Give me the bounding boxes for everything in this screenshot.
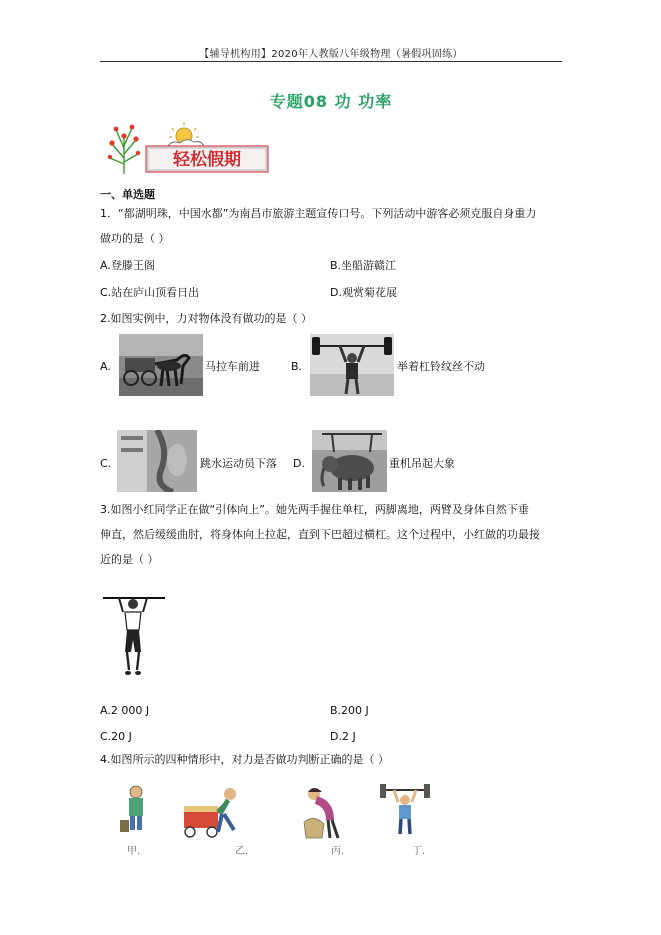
q4-illustrations <box>118 782 448 856</box>
q4-label-yi: 乙. <box>235 846 249 857</box>
q2-option-b-letter[interactable]: B. <box>291 360 303 373</box>
woman-lifting-bag-icon <box>304 788 338 838</box>
page-header: 【辅导机构用】2020年人教版八年级物理（暑假巩固练） <box>199 49 463 60</box>
header-divider <box>100 61 562 62</box>
q4-stem: 4.如图所示的四种情形中，对力是否做功判断正确的是（ ） <box>100 753 389 766</box>
q2-option-d-letter[interactable]: D. <box>293 457 305 470</box>
q1-option-a[interactable]: A.登滕王阁 <box>100 259 155 272</box>
holiday-banner <box>102 118 272 176</box>
q1-option-b[interactable]: B.坐船游赣江 <box>330 259 397 272</box>
q3-option-b[interactable]: B.200 J <box>330 704 369 717</box>
q1-option-d[interactable]: D.观赏菊花展 <box>330 286 397 299</box>
q3-stem-line2: 伸直，然后缓缓曲肘，将身体向上拉起，直到下巴超过横杠。这个过程中，小红做的功最接 <box>100 528 540 541</box>
page-title: 专题08 功 功率 <box>269 92 393 111</box>
q2-option-a-letter[interactable]: A. <box>100 360 111 373</box>
crane-elephant-photo <box>312 430 387 492</box>
holding-barbell-icon <box>380 784 430 834</box>
q2-option-c-letter[interactable]: C. <box>100 457 112 470</box>
section-heading: 一、单选题 <box>100 188 155 201</box>
q2-option-a-caption: 马拉车前进 <box>205 360 260 373</box>
q2-stem: 2.如图实例中，力对物体没有做功的是（ ） <box>100 312 312 325</box>
q1-stem-line1: 1．“都湖明珠，中国水都”为南昌市旅游主题宣传口号。下列活动中游客必须克服自身重力 <box>100 207 537 220</box>
weightlifter-photo <box>310 334 394 396</box>
banner-illustration-icon <box>102 118 272 176</box>
q4-label-ding: 丁. <box>412 846 426 857</box>
q2-option-c-caption: 跳水运动员下落 <box>200 457 277 470</box>
pull-up-girl-illustration <box>103 590 165 680</box>
diver-photo <box>117 430 197 492</box>
horse-cart-photo <box>119 334 203 396</box>
q4-label-bing: 丙. <box>331 846 345 857</box>
q3-option-a[interactable]: A.2 000 J <box>100 704 150 717</box>
pushing-cart-icon <box>184 788 236 837</box>
q3-option-d[interactable]: D.2 J <box>330 730 356 743</box>
q3-stem-line3: 近的是（ ） <box>100 553 159 566</box>
banner-text: 轻松假期 <box>173 150 241 170</box>
q3-stem-line1: 3.如图小红同学正在做“引体向上”。她先两手握住单杠，两脚离地，两臂及身体自然下垂 <box>100 503 529 516</box>
q1-option-c[interactable]: C.站在庐山顶看日出 <box>100 286 200 299</box>
q1-stem-line2: 做功的是（ ） <box>100 232 170 245</box>
q2-option-d-caption: 重机吊起大象 <box>389 457 455 470</box>
q3-option-c[interactable]: C.20 J <box>100 730 132 743</box>
boy-holding-bag-icon <box>120 786 143 832</box>
q4-label-jia: 甲. <box>127 846 141 857</box>
q2-option-b-caption: 举着杠铃纹丝不动 <box>397 360 485 373</box>
